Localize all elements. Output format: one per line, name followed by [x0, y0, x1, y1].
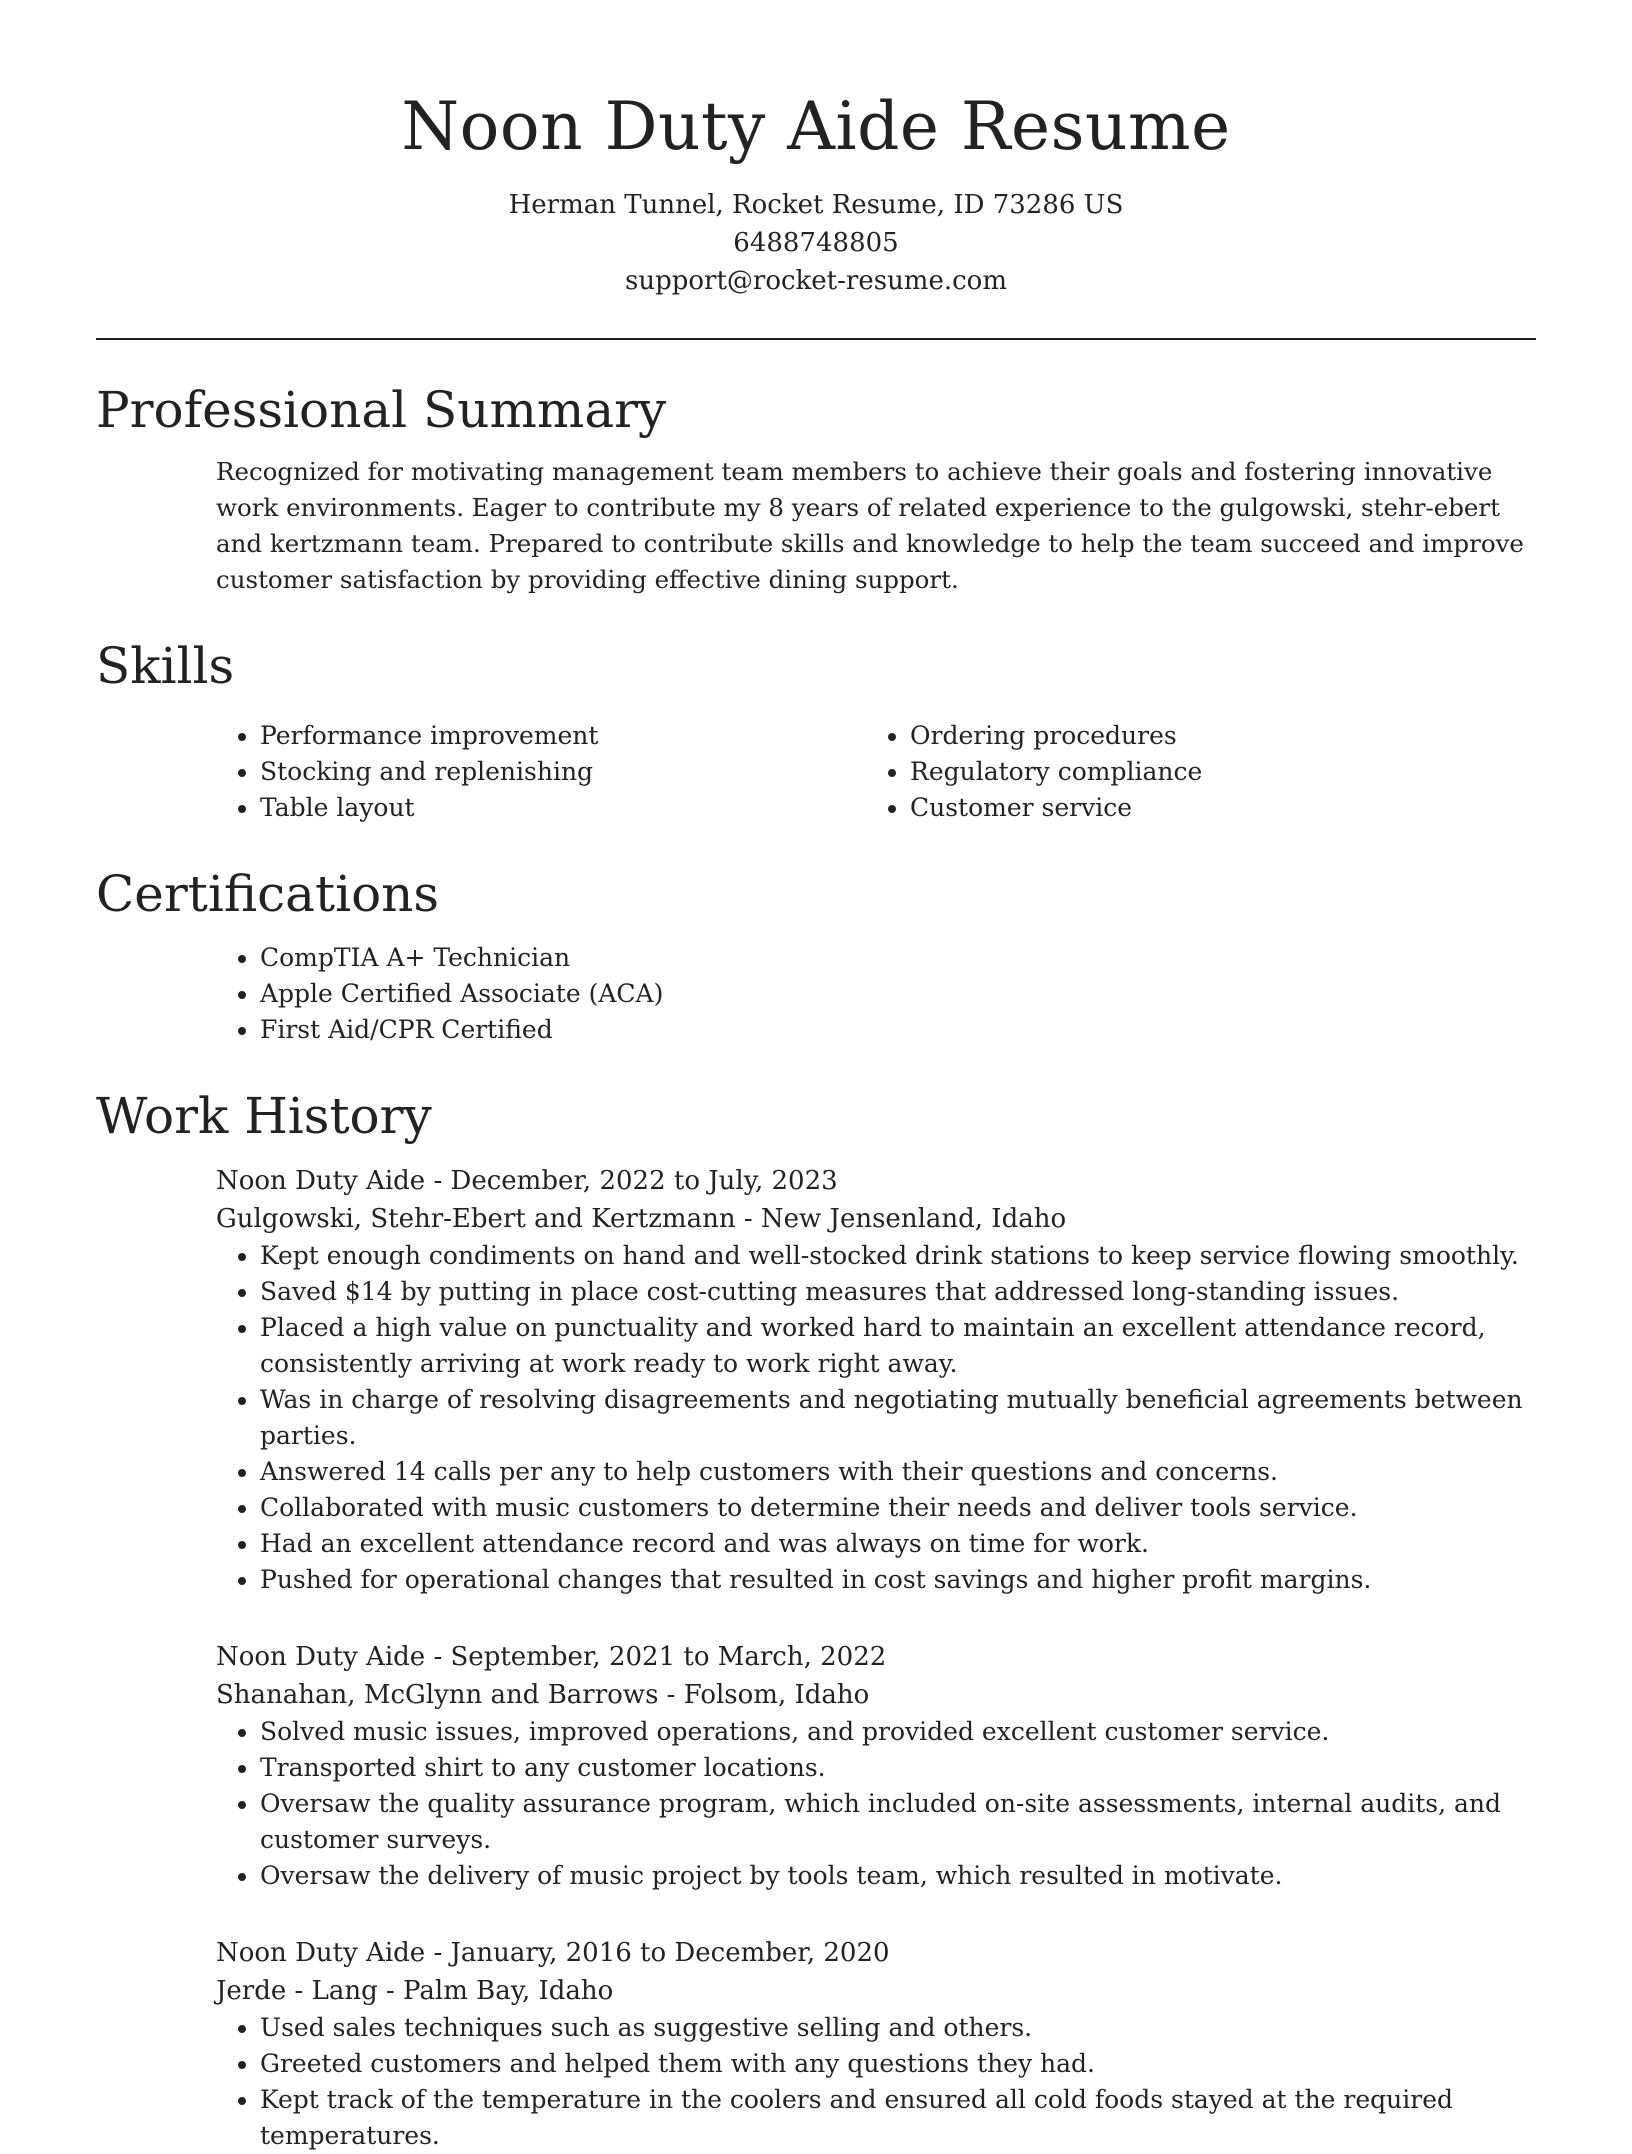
job-bullet: • Kept enough condiments on hand and well-stocked drink stations to keep service flowing smoothly.	[260, 1238, 1536, 1274]
job-bullet: • Saved $14 by putting in place cost-cutting measures that addressed long-standing issues.	[260, 1274, 1536, 1310]
job-bullet: • Oversaw the delivery of music project by tools team, which resulted in motivate.	[260, 1858, 1536, 1894]
job-bullet: • Collaborated with music customers to determine their needs and deliver tools service.	[260, 1490, 1536, 1526]
job-title-line: Noon Duty Aide - January, 2016 to December, 2020	[216, 1938, 890, 1968]
summary-heading: Professional Summary	[96, 381, 667, 439]
job-title-line: Noon Duty Aide - September, 2021 to March, 2022	[216, 1642, 887, 1672]
job-bullet: • Was in charge of resolving disagreements and negotiating mutually beneficial agreements between parties.	[260, 1382, 1536, 1454]
job-bullet-list	[216, 2010, 1536, 2154]
skills-column-left	[216, 718, 866, 826]
job-bullet: • Placed a high value on punctuality and worked hard to maintain an excellent attendance record, consistently arriving at work ready to work right away.	[260, 1310, 1536, 1382]
contact-block	[96, 186, 1536, 300]
contact-email: support@rocket-resume.com	[624, 266, 1007, 296]
certifications-heading: Certifications	[96, 865, 440, 923]
job-company-line: Shanahan, McGlynn and Barrows - Folsom, Idaho	[216, 1680, 870, 1710]
job-entry	[216, 1934, 1536, 2154]
header-divider	[96, 338, 1536, 340]
skill-item: • Table layout	[260, 790, 866, 826]
certifications-list	[216, 940, 1536, 1048]
job-bullet: • Greeted customers and helped them with any questions they had.	[260, 2046, 1536, 2082]
skill-item: • Regulatory compliance	[910, 754, 1516, 790]
job-company-line: Jerde - Lang - Palm Bay, Idaho	[216, 1976, 614, 2006]
skills-list	[216, 718, 1536, 826]
certification-item: • First Aid/CPR Certified	[260, 1012, 1536, 1048]
skill-item: • Stocking and replenishing	[260, 754, 866, 790]
skills-column-right	[866, 718, 1516, 826]
skill-item: • Customer service	[910, 790, 1516, 826]
job-bullet: • Transported shirt to any customer locations.	[260, 1750, 1536, 1786]
page-title: Noon Duty Aide Resume	[401, 88, 1231, 165]
job-bullet-list	[216, 1714, 1536, 1894]
job-bullet: • Oversaw the quality assurance program, which included on-site assessments, internal audits, and customer surveys.	[260, 1786, 1536, 1858]
work-history-heading: Work History	[96, 1087, 432, 1145]
job-bullet: • Solved music issues, improved operations, and provided excellent customer service.	[260, 1714, 1536, 1750]
summary-text: Recognized for motivating management team members to achieve their goals and fostering innovative work environments. Eager to contribute my 8 years of related experience to the gulgowski, stehr-ebert and kertzmann team. Prepared to contribute skills and knowledge to help the team succeed and improve customer satisfaction by providing effective dining support.	[216, 457, 1524, 594]
resume-page	[96, 0, 1536, 2154]
job-bullet: • Had an excellent attendance record and was always on time for work.	[260, 1526, 1536, 1562]
job-bullet: • Kept track of the temperature in the coolers and ensured all cold foods stayed at the required temperatures.	[260, 2082, 1536, 2154]
skill-item: • Ordering procedures	[910, 718, 1516, 754]
job-bullet-list	[216, 1238, 1536, 1598]
job-bullet: • Answered 14 calls per any to help customers with their questions and concerns.	[260, 1454, 1536, 1490]
job-title-line: Noon Duty Aide - December, 2022 to July, 2023	[216, 1166, 838, 1196]
job-bullet: • Used sales techniques such as suggestive selling and others.	[260, 2010, 1536, 2046]
certification-item: • Apple Certified Associate (ACA)	[260, 976, 1536, 1012]
job-bullet: • Pushed for operational changes that resulted in cost savings and higher profit margins.	[260, 1562, 1536, 1598]
skill-item: • Performance improvement	[260, 718, 866, 754]
skills-heading: Skills	[96, 637, 235, 695]
contact-phone: 6488748805	[733, 228, 899, 258]
job-company-line: Gulgowski, Stehr-Ebert and Kertzmann - New Jensenland, Idaho	[216, 1204, 1067, 1234]
contact-address: Herman Tunnel, Rocket Resume, ID 73286 US	[508, 190, 1124, 220]
certification-item: • CompTIA A+ Technician	[260, 940, 1536, 976]
job-entry	[216, 1638, 1536, 1894]
job-entry	[216, 1162, 1536, 1598]
